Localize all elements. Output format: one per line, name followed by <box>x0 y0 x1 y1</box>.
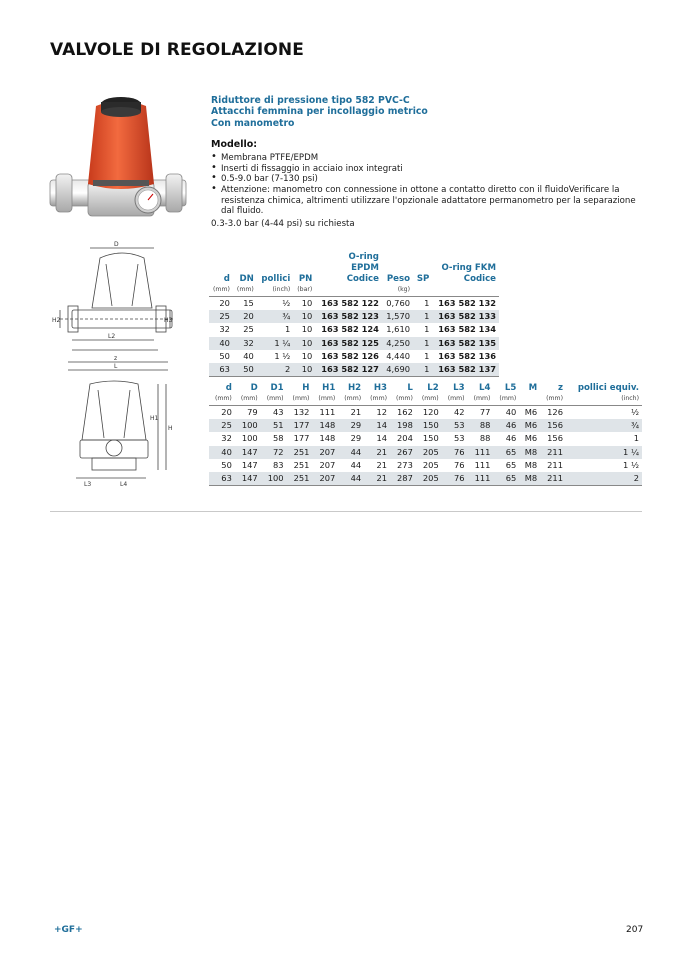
table-cell: 1 ¼ <box>566 446 642 459</box>
feature-item: • Attenzione: manometro con connessione in ottone a contatto diretto con il fluidoVerificare la resistenza chimica, altrimenti utilizzare l'opzionale adattatore permanometro per la separazione dal fluido. <box>211 185 641 217</box>
table-cell: 163 582 132 <box>438 298 496 308</box>
table-row <box>209 406 642 420</box>
unit-label: (mm) <box>416 394 442 406</box>
table-cell: 32 <box>233 337 257 350</box>
table-cell: 147 <box>235 446 261 459</box>
table-cell: 148 <box>319 433 336 444</box>
table-cell: 1 <box>285 324 291 335</box>
column-header: D <box>250 383 258 393</box>
column-header: z <box>557 383 563 393</box>
table-row <box>209 297 499 311</box>
table-cell: 53 <box>442 419 468 432</box>
table-cell: 162 <box>397 407 413 417</box>
table-cell: 12 <box>376 407 388 417</box>
table-cell: 147 <box>241 459 258 470</box>
feature-item: • 0.5-9.0 bar (7-130 psi) <box>211 174 641 185</box>
column-header <box>413 252 432 285</box>
table-cell: 1 ¼ <box>257 337 294 350</box>
table-cell: 50 <box>233 363 257 377</box>
column-header <box>382 252 413 285</box>
unit-label: (mm) <box>261 394 287 406</box>
table-cell: 1 <box>633 433 639 444</box>
table-cell: 10 <box>301 324 313 335</box>
table-cell: 1 <box>413 337 432 350</box>
unit-label: (bar) <box>293 285 315 297</box>
table-cell: 44 <box>338 472 364 486</box>
table-cell: 88 <box>479 433 491 444</box>
column-header-line: pollici <box>261 274 291 284</box>
unit-label: (mm) <box>364 394 390 406</box>
column-header: M <box>528 383 538 393</box>
table-cell: ½ <box>282 298 291 308</box>
product-subtitle-2: Attacchi femmina per incollaggio metrico <box>211 106 428 118</box>
table-cell: 20 <box>221 407 232 417</box>
column-header-line: PN <box>298 274 313 284</box>
table-row <box>209 323 499 336</box>
table-cell: M6 <box>524 407 538 417</box>
table-cell: 40 <box>505 407 517 417</box>
table-cell: 163 582 135 <box>432 337 499 350</box>
column-header <box>257 252 294 285</box>
table-cell: 198 <box>390 419 416 432</box>
unit-label: (inch) <box>257 285 294 297</box>
unit-label: (mm) <box>233 285 257 297</box>
label-z: z <box>114 355 118 362</box>
gf-logo: +GF+ <box>54 925 83 935</box>
table-cell: 50 <box>221 459 232 470</box>
unit-label <box>432 285 499 297</box>
table-cell: 1 <box>413 310 432 323</box>
table-cell: 147 <box>235 472 261 486</box>
table-cell: 273 <box>397 459 413 470</box>
table-cell: 111 <box>474 459 491 470</box>
table-cell: 44 <box>350 459 362 470</box>
page-title: VALVOLE DI REGOLAZIONE <box>50 40 304 60</box>
unit-row <box>209 285 499 297</box>
table-cell: ½ <box>630 407 639 417</box>
table-cell: 111 <box>468 446 494 459</box>
unit-label <box>315 285 382 297</box>
table-cell: 1,570 <box>382 310 413 323</box>
table-cell: 20 <box>233 310 257 323</box>
table-cell: 100 <box>235 419 261 432</box>
table-cell: 2 <box>566 472 642 486</box>
column-header: H1 <box>322 383 336 393</box>
feature-list <box>211 153 641 217</box>
table-cell: 163 582 125 <box>315 337 382 350</box>
table-row <box>209 459 642 472</box>
table-cell: 163 582 122 <box>321 298 379 308</box>
table-cell: 10 <box>301 298 313 308</box>
table-cell: 251 <box>287 446 313 459</box>
table-row <box>209 472 642 486</box>
feature-item: • Membrana PTFE/EPDM <box>211 153 641 164</box>
table-cell: 150 <box>416 419 442 432</box>
label-L4: L4 <box>120 481 128 488</box>
table-cell: 267 <box>390 446 416 459</box>
table-cell: 4,250 <box>382 337 413 350</box>
table-cell: 2 <box>257 363 294 377</box>
column-header: L4 <box>478 383 491 393</box>
column-header-line: Codice <box>346 274 379 284</box>
table-cell: 1 ½ <box>623 459 639 470</box>
table-cell: 50 <box>219 350 230 361</box>
unit-label: (mm) <box>390 394 416 406</box>
column-header: L3 <box>453 383 465 393</box>
table-cell: 163 582 134 <box>438 324 496 335</box>
table-cell: 77 <box>479 407 491 417</box>
model-heading: Modello: <box>211 139 258 151</box>
table-cell: 163 582 124 <box>321 324 379 335</box>
section-divider <box>50 511 642 512</box>
table-cell: 163 582 127 <box>315 363 382 377</box>
table-cell: 15 <box>243 298 254 308</box>
label-D: D <box>114 241 119 248</box>
header-row <box>209 383 642 394</box>
label-H1: H1 <box>150 415 159 422</box>
table-cell: 83 <box>273 459 284 470</box>
unit-label: (kg) <box>382 285 413 297</box>
table-cell: 163 582 133 <box>432 310 499 323</box>
table-cell: 204 <box>397 433 413 444</box>
column-header <box>293 252 315 285</box>
table-cell: 4,440 <box>386 350 411 361</box>
unit-label: (mm) <box>209 394 235 406</box>
table-cell: 25 <box>243 324 254 335</box>
table-row <box>209 350 499 363</box>
column-header-line: Codice <box>463 274 496 284</box>
table-cell: 207 <box>312 472 338 486</box>
table-row <box>209 419 642 432</box>
table-cell: M8 <box>524 459 538 470</box>
column-header: pollici equiv. <box>577 383 639 393</box>
column-header: L5 <box>504 383 517 393</box>
table-cell: 126 <box>547 407 563 417</box>
column-header <box>432 252 499 285</box>
table-cell: 148 <box>312 419 338 432</box>
table-cell: 211 <box>547 459 563 470</box>
table-cell: 63 <box>209 472 235 486</box>
table-cell: 65 <box>493 446 519 459</box>
table-cell: 156 <box>547 433 563 444</box>
table-cell: 76 <box>442 446 468 459</box>
column-header-line: EPDM <box>351 263 379 273</box>
technical-drawing-side <box>50 240 174 380</box>
label-H: H <box>168 425 173 432</box>
product-description <box>211 95 641 230</box>
table-cell: 4,690 <box>382 363 413 377</box>
label-L2: L2 <box>108 333 116 340</box>
table-cell: 156 <box>540 419 566 432</box>
table-cell: 21 <box>376 459 388 470</box>
table-row <box>209 432 642 445</box>
column-header: L <box>407 383 413 393</box>
table-cell: 163 582 136 <box>438 350 496 361</box>
pressure-note: 0.3-3.0 bar (4-44 psi) su richiesta <box>211 218 355 229</box>
table-row <box>209 310 499 323</box>
table-cell: 42 <box>454 407 465 417</box>
table-cell: 76 <box>454 459 465 470</box>
table-cell: 21 <box>350 407 362 417</box>
column-header: H <box>302 383 310 393</box>
table-cell: 14 <box>376 433 388 444</box>
unit-label: (inch) <box>566 394 642 406</box>
table-cell: 53 <box>454 433 465 444</box>
column-header <box>315 252 382 285</box>
table-cell: 32 <box>219 324 230 335</box>
column-header-line: d <box>223 274 230 284</box>
table-cell: 29 <box>350 433 362 444</box>
table-cell: 14 <box>364 419 390 432</box>
table-cell: 120 <box>422 407 439 417</box>
table-cell: 72 <box>261 446 287 459</box>
table-row <box>209 337 499 350</box>
table-cell: 0,760 <box>386 298 411 308</box>
table-cell: ¾ <box>566 419 642 432</box>
label-H2: H2 <box>52 317 61 324</box>
table-cell: 46 <box>493 419 519 432</box>
column-header: H3 <box>373 383 388 393</box>
table-cell: 10 <box>293 337 315 350</box>
unit-row <box>209 394 642 406</box>
page-number: 207 <box>626 925 644 935</box>
table-cell: 1,610 <box>386 324 411 335</box>
table-row <box>209 363 499 377</box>
table-cell: ¾ <box>257 310 294 323</box>
table-cell: 207 <box>319 459 336 470</box>
table-cell: 111 <box>468 472 494 486</box>
label-L: L <box>114 363 118 370</box>
table-row <box>209 446 642 459</box>
column-header: d <box>225 383 232 393</box>
column-header <box>233 252 257 285</box>
unit-label <box>519 394 540 406</box>
table-cell: 1 ½ <box>274 350 291 361</box>
unit-label: (mm) <box>468 394 494 406</box>
table-cell: 65 <box>505 459 517 470</box>
unit-label: (mm) <box>442 394 468 406</box>
column-header: L2 <box>427 383 439 393</box>
table-cell: 251 <box>293 459 310 470</box>
table-cell: 76 <box>442 472 468 486</box>
table-cell: 32 <box>221 433 232 444</box>
product-photo <box>48 94 188 226</box>
table-cell: 10 <box>293 363 315 377</box>
table-cell: 63 <box>209 363 233 377</box>
table-cell: 111 <box>319 407 336 417</box>
table-cell: 205 <box>422 459 439 470</box>
table-cell: 40 <box>209 446 235 459</box>
table-cell: 44 <box>338 446 364 459</box>
table-cell: 211 <box>540 472 566 486</box>
table-cell: 207 <box>312 446 338 459</box>
code-table <box>209 252 499 377</box>
table-cell: 163 582 137 <box>432 363 499 377</box>
table-cell: 10 <box>293 310 315 323</box>
column-header-line: Peso <box>386 274 411 284</box>
table-cell: 100 <box>261 472 287 486</box>
table-cell: 21 <box>364 472 390 486</box>
table-cell: 29 <box>338 419 364 432</box>
table-cell: 150 <box>422 433 439 444</box>
label-L3: L3 <box>84 481 92 488</box>
column-header-line: DN <box>239 274 254 284</box>
table-cell: M8 <box>519 472 540 486</box>
column-header-line: O-ring <box>348 252 379 262</box>
table-cell: 43 <box>273 407 284 417</box>
column-header: D1 <box>270 383 284 393</box>
table-cell: M6 <box>524 433 538 444</box>
column-header: H2 <box>347 383 362 393</box>
label-H3: H3 <box>164 317 173 324</box>
table-cell: 20 <box>219 298 230 308</box>
unit-label: (mm) <box>338 394 364 406</box>
table-cell: 10 <box>301 350 313 361</box>
table-cell: 100 <box>241 433 258 444</box>
column-header-line: O-ring FKM <box>441 263 496 273</box>
table-cell: 1 <box>424 350 430 361</box>
table-cell: 40 <box>243 350 254 361</box>
unit-label: (mm) <box>312 394 338 406</box>
unit-label <box>413 285 432 297</box>
table-cell: 205 <box>416 472 442 486</box>
table-cell: 1 <box>424 298 430 308</box>
feature-item: • Inserti di fissaggio in acciaio inox integrati <box>211 164 641 175</box>
table-cell: 88 <box>468 419 494 432</box>
table-cell: 1 <box>424 324 430 335</box>
unit-label: (mm) <box>235 394 261 406</box>
table-cell: 177 <box>293 433 310 444</box>
table-cell: 177 <box>287 419 313 432</box>
unit-label: (mm) <box>209 285 233 297</box>
table-cell: 40 <box>209 337 233 350</box>
table-cell: 163 582 123 <box>315 310 382 323</box>
table-cell: 51 <box>261 419 287 432</box>
technical-drawing-front <box>62 380 174 490</box>
column-header <box>209 252 233 285</box>
table-cell: 1 <box>413 363 432 377</box>
table-cell: 79 <box>247 407 258 417</box>
product-subtitle-3: Con manometro <box>211 117 295 129</box>
table-cell: 251 <box>287 472 313 486</box>
unit-label: (mm) <box>540 394 566 406</box>
unit-label: (mm) <box>287 394 313 406</box>
table-cell: 21 <box>364 446 390 459</box>
column-header-line: SP <box>416 274 430 284</box>
table-cell: 287 <box>390 472 416 486</box>
dimension-table <box>209 383 642 486</box>
table-cell: 163 582 126 <box>321 350 379 361</box>
table-cell: 211 <box>540 446 566 459</box>
table-cell: 46 <box>505 433 517 444</box>
product-subtitle-1: Riduttore di pressione tipo 582 PVC-C <box>211 95 410 106</box>
table-cell: 25 <box>209 419 235 432</box>
header-row <box>209 252 499 285</box>
table-cell: 65 <box>493 472 519 486</box>
table-cell: M8 <box>519 446 540 459</box>
table-cell: 132 <box>293 407 310 417</box>
table-cell: M6 <box>519 419 540 432</box>
table-cell: 205 <box>416 446 442 459</box>
table-cell: 25 <box>209 310 233 323</box>
table-cell: 58 <box>273 433 284 444</box>
unit-label: (mm) <box>493 394 519 406</box>
